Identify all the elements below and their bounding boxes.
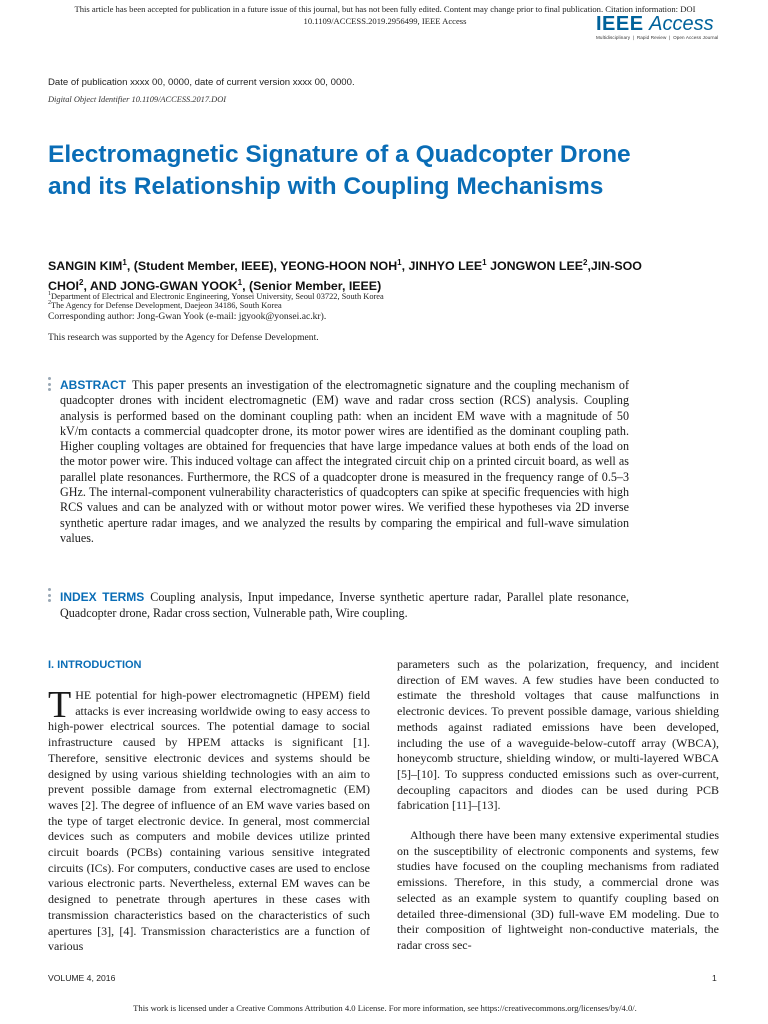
abstract xyxy=(60,378,629,546)
author-text: ,JIN-SOO CHOI xyxy=(48,259,642,293)
author-name: SANGIN KIM xyxy=(48,259,123,274)
affiliation-2 xyxy=(48,298,282,311)
banner-line-2: 10.1109/ACCESS.2019.2956499, IEEE Access xyxy=(303,16,467,26)
license-note: This work is licensed under a Creative Commons Attribution 4.0 License. For more information, see https://creativecommons.org/licenses/by/4.0/. xyxy=(133,1003,637,1013)
affiliation-text: The Agency for Defense Development, Daejeon 34186, South Korea xyxy=(51,300,282,310)
funding-note: This research was supported by the Agency for Defense Development. xyxy=(48,332,319,343)
doi-line: Digital Object Identifier 10.1109/ACCESS.2017.DOI xyxy=(48,95,227,104)
index-marker-icon xyxy=(48,588,52,605)
author-affil-sup: 1 xyxy=(122,258,127,267)
intro-paragraph-2: parameters such as the polarization, frequency, and incident direction of EM waves. A few studies have been conducted to estimate the threshold voltages that cause malfunctions in electronic devices. To prevent possible damage, various shielding methods against radiated emissions have been developed, including the use of a waveguide-below-cutoff array (WBCA), honeycomb structure, shielding window, or multi-layered WBCA [5]–[10]. To suppress conducted emissions such as over-current, decoupling capacitors and diodes can be used during PCB fabrication [11]–[13]. xyxy=(397,657,719,813)
author-affil-sup: 2 xyxy=(78,277,84,287)
corresponding-author: Corresponding author: Jong-Gwan Yook (e-mail: jgyook@yonsei.ac.kr). xyxy=(48,311,327,322)
logo-ieee: IEEE xyxy=(596,13,644,35)
footer-volume: VOLUME 4, 2016 xyxy=(48,973,116,983)
author-text: , AND JONG-GWAN YOOK xyxy=(83,278,238,293)
logo-tagline: Multidisciplinary ❘ Rapid Review ❘ Open Access Journal xyxy=(596,35,719,40)
index-terms xyxy=(60,589,629,621)
affiliation-sup: 1 xyxy=(48,291,51,297)
page-number: 1 xyxy=(712,973,717,983)
affiliation-text: Department of Electrical and Electronic Engineering, Yonsei University, Seoul 03722, South Korea xyxy=(51,291,384,301)
abstract-marker-icon xyxy=(48,377,52,394)
author-text: , (Student Member, IEEE), YEONG-HOON NOH xyxy=(126,259,398,274)
ieee-access-logo xyxy=(596,13,719,41)
banner-line-1: This article has been accepted for publication in a future issue of this journal, but has not been fully edited. Content may change prior to final publication. Citation information: DOI xyxy=(74,4,696,14)
author-affil-sup: 1 xyxy=(482,258,487,267)
author-affil-sup: 2 xyxy=(583,258,588,267)
affiliation-sup: 2 xyxy=(48,300,51,306)
author-text: JONGWON LEE xyxy=(486,259,584,274)
index-terms-text: Coupling analysis, Input impedance, Inverse synthetic aperture radar, Parallel plate resonance, Quadcopter drone, Radar cross section, Vulnerable path, Wire coupling. xyxy=(60,590,629,620)
author-text: , JINHYO LEE xyxy=(401,259,483,274)
author-affil-sup: 1 xyxy=(397,258,402,267)
publication-date: Date of publication xxxx 00, 0000, date of current version xxxx 00, 0000. xyxy=(48,77,355,88)
intro-text: HE potential for high-power electromagnetic (HPEM) field attacks is ever increasing worldwide owing to easy access to high-power electrical sources. The potential damage to social infrastructure caused by HPEM attacks is significant [1]. Therefore, sensitive electronic devices and systems should be designed by using various shielding technologies with an aim to prevent possible damage from external electromagnetic (EM) waves [2]. The degree of influence of an EM wave varies based on the type of target electronic device. In general, most commercial devices such as computers and mobile devices utilize printed circuit boards (PCBs) containing various sensitive integrated circuits (ICs). For computers, conductive cases are used to enclose various electronic parts. Nevertheless, external EM waves can be designed to penetrate through apertures in these cases with transmission characteristics based on the characteristics of such apertures [3], [4]. Transmission characteristics are a function of various xyxy=(48,688,370,954)
logo-access: Access xyxy=(649,13,714,35)
abstract-text: This paper presents an investigation of the electromagnetic signature and the coupling mechanism of quadcopter drones with incident electromagnetic (EM) wave and radar cross section (RCS) analysis. Coupling analysis is performed based on the dominant coupling path: when an incident EM wave with a magnitude of 50 kV/m contacts a commercial quadcopter drone, its motor power wires are identified as the dominant coupling path. Higher coupling voltages are obtained for frequencies that have large impedance values at both ends of the load on the motor power wire. This induced voltage can affect the integrated circuit chip on a printed circuit board, as well as parallel plate resonances. Furthermore, the RCS of a quadcopter drone is measured in the frequency range of 0.5–3 GHz. The internal-component vulnerability characteristics of quadcopters can spike at specific frequencies with high RCS values and can be analyzed with or without motor power wires. We verified these hypotheses via 2D inverse synthetic aperture radar images, and we analyzed the results by comparing the empirical and full-wave simulation values. xyxy=(60,378,629,545)
intro-paragraph-3: Although there have been many extensive experimental studies on the susceptibility of electronic components and systems, few studies have focused on the coupling mechanisms from radiated emissions. Therefore, in this study, a commercial drone was selected as an example system to quantify coupling based on detailed three-dimensional (3D) full-wave EM modeling. Due to their composition of lightweight non-conductive materials, the radar cross sec- xyxy=(397,828,719,952)
abstract-label: ABSTRACT xyxy=(60,378,126,392)
author-text: , (Senior Member, IEEE) xyxy=(242,278,382,293)
section-heading: I. INTRODUCTION xyxy=(48,659,142,671)
intro-paragraph-1 xyxy=(48,684,370,955)
paper-title: Electromagnetic Signature of a Quadcopter Drone and its Relationship with Coupling Mechanisms xyxy=(48,141,631,200)
drop-cap: T xyxy=(48,684,72,726)
author-affil-sup: 1 xyxy=(237,277,243,287)
logo-wordmark xyxy=(596,13,716,35)
index-terms-label: INDEX TERMS xyxy=(60,590,145,604)
